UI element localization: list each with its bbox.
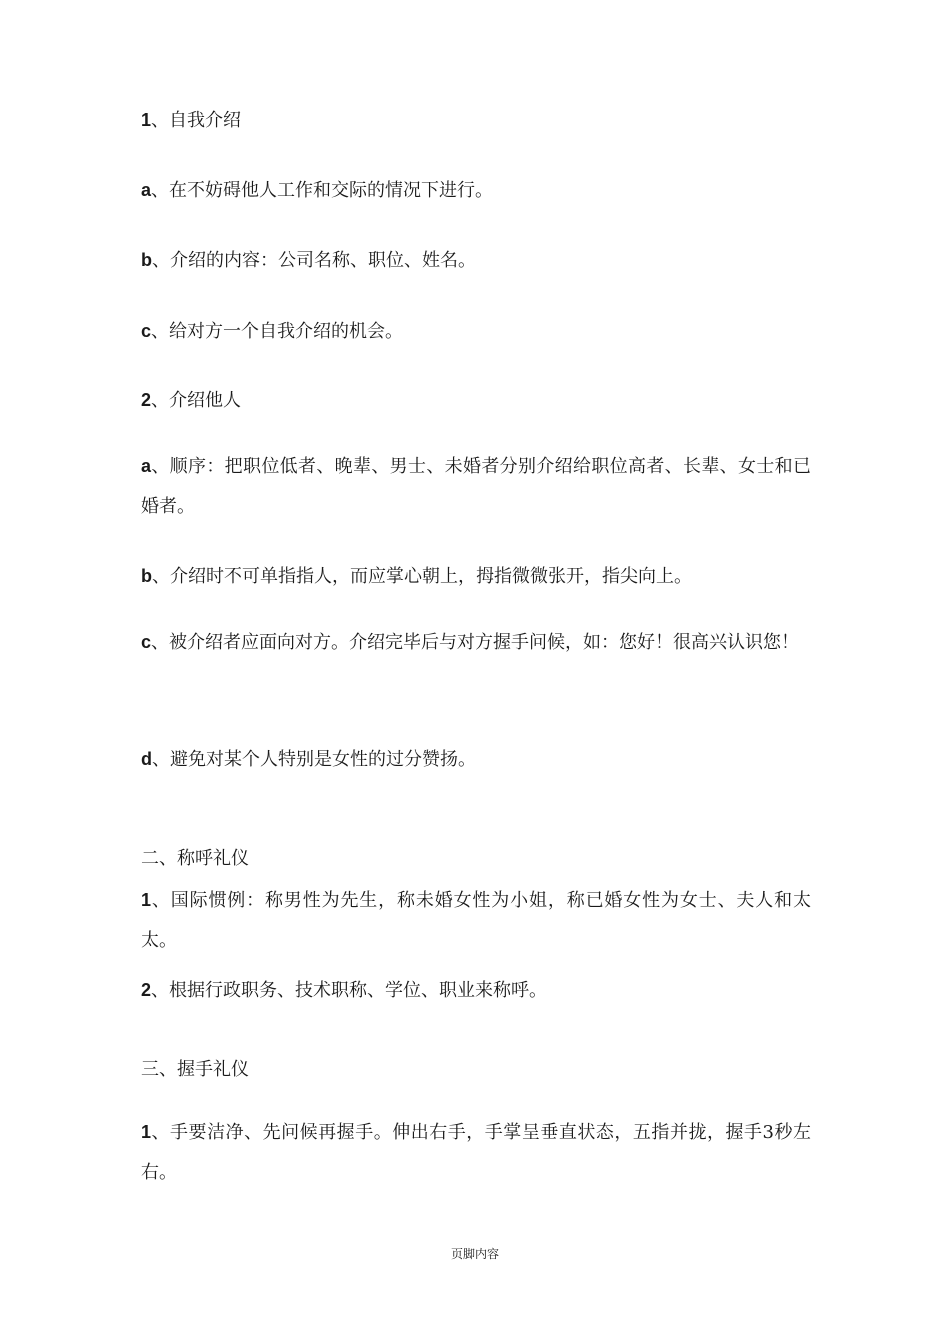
paragraph-c bbox=[141, 622, 811, 663]
heading-introduce-others bbox=[141, 380, 811, 421]
paragraph-c bbox=[141, 311, 811, 352]
page-footer: 页脚内容 bbox=[450, 1247, 499, 1261]
item-text: 、手要洁净、先问候再握手。伸出右手，手掌呈垂直状态，五指并拢，握手3秒左右。 bbox=[141, 1122, 811, 1183]
paragraph-a bbox=[141, 170, 811, 211]
item-marker: c bbox=[141, 632, 152, 652]
item-marker: b bbox=[141, 250, 152, 270]
item-text: 、介绍时不可单指指人，而应掌心朝上，拇指微微张开，指尖向上。 bbox=[152, 566, 692, 587]
item-marker: 1 bbox=[141, 1122, 152, 1142]
heading-self-introduction bbox=[141, 100, 811, 141]
item-marker: c bbox=[141, 321, 152, 341]
item-text: 、给对方一个自我介绍的机会。 bbox=[151, 321, 404, 342]
item-text: 、自我介绍 bbox=[151, 110, 242, 131]
item-text: 、国际惯例：称男性为先生，称未婚女性为小姐，称已婚女性为女士、夫人和太太。 bbox=[141, 890, 811, 951]
item-text: 、根据行政职务、技术职称、学位、职业来称呼。 bbox=[151, 980, 548, 1001]
item-marker: d bbox=[141, 749, 152, 769]
item-marker: 1 bbox=[141, 890, 152, 910]
section-heading-address-etiquette bbox=[141, 838, 811, 879]
paragraph-d bbox=[141, 739, 811, 780]
paragraph-handshake bbox=[141, 1112, 811, 1193]
item-text: 二、称呼礼仪 bbox=[141, 848, 249, 869]
section-heading-handshake-etiquette bbox=[141, 1049, 811, 1090]
paragraph-international-practice bbox=[141, 880, 811, 961]
item-marker: a bbox=[141, 180, 152, 200]
item-text: 、介绍的内容：公司名称、职位、姓名。 bbox=[152, 250, 476, 271]
paragraph-title-address bbox=[141, 970, 811, 1011]
item-text: 三、握手礼仪 bbox=[141, 1059, 249, 1080]
item-text: 、顺序：把职位低者、晚辈、男士、未婚者分别介绍给职位高者、长辈、女士和已婚者。 bbox=[141, 456, 811, 517]
item-marker: a bbox=[141, 456, 152, 476]
item-marker: 1 bbox=[141, 110, 152, 130]
item-text: 、介绍他人 bbox=[151, 390, 242, 411]
item-marker: 2 bbox=[141, 390, 152, 410]
item-marker: b bbox=[141, 566, 152, 586]
item-marker: 2 bbox=[141, 980, 152, 1000]
item-text: 、被介绍者应面向对方。介绍完毕后与对方握手问候，如：您好！很高兴认识您！ bbox=[151, 632, 800, 653]
paragraph-b bbox=[141, 240, 811, 281]
item-text: 、在不妨碍他人工作和交际的情况下进行。 bbox=[151, 180, 494, 201]
paragraph-b bbox=[141, 556, 811, 597]
item-text: 、避免对某个人特别是女性的过分赞扬。 bbox=[152, 749, 476, 770]
paragraph-a bbox=[141, 446, 811, 527]
